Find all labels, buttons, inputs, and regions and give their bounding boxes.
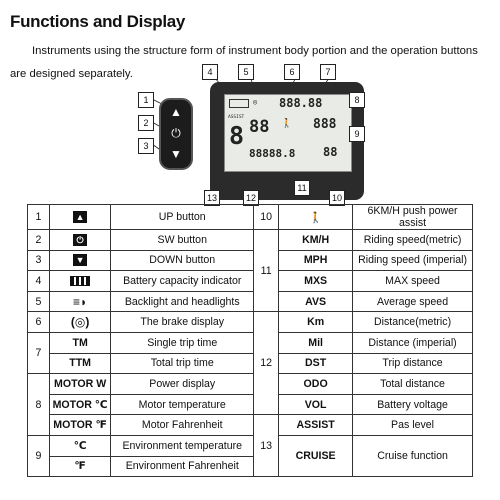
table-row [28,291,473,312]
display-diagram [0,60,500,206]
description: Total distance [353,374,473,395]
row-number: 5 [28,291,50,312]
callout-8: 8 [349,92,365,108]
callout-11: 11 [294,180,310,196]
table-row [28,312,473,333]
power-button[interactable]: ⏻ [171,126,181,140]
table-row [28,230,473,251]
row-number: 4 [28,271,50,292]
power-icon: ⏻ [49,230,110,251]
row-number: 2 [28,230,50,251]
row-number: 8 [28,374,50,436]
symbol: ℃ [49,435,110,456]
description: Pas level [353,415,473,436]
table-row [28,353,473,374]
brake-icon: (◎) [49,312,110,333]
callout-6: 6 [284,64,300,80]
lcd-assist-label: ASSIST [228,115,245,120]
symbol: Km [279,312,353,333]
symbol: ODO [279,374,353,395]
row-number: 13 [254,415,279,477]
table-row [28,271,473,292]
description: SW button [111,230,254,251]
symbol: MOTOR ℃ [49,394,110,415]
description: DOWN button [111,250,254,271]
function-table [27,204,473,477]
description: The brake display [111,312,254,333]
row-number: 11 [254,230,279,312]
description: Distance(metric) [353,312,473,333]
symbol: Mil [279,332,353,353]
page-title: Functions and Display [10,12,186,31]
row-number: 9 [28,435,50,476]
callout-9: 9 [349,126,365,142]
description: Battery capacity indicator [111,271,254,292]
brake-icon: ◎ [253,98,258,106]
description: Battery voltage [353,394,473,415]
callout-10: 10 [329,190,345,206]
row-number: 7 [28,332,50,373]
description: Total trip time [111,353,254,374]
symbol: MOTOR ℉ [49,415,110,436]
description: Motor Fahrenheit [111,415,254,436]
headlight-icon: ≡◗ [49,291,110,312]
lcd-big-digit: 8 [229,121,245,150]
button-keypad [159,98,193,170]
up-triangle-icon: ▲ [49,205,110,230]
table-row [28,374,473,395]
walking-person-icon: 🚶 [281,119,293,129]
symbol: TTM [49,353,110,374]
symbol: ℉ [49,456,110,477]
row-number: 6 [28,312,50,333]
lcd-bottom-digits: 88888.8 [249,147,296,160]
symbol: TM [49,332,110,353]
symbol: ASSIST [279,415,353,436]
description: 6KM/H push power assist [353,205,473,230]
lcd-screen [224,94,352,172]
callout-7: 7 [320,64,336,80]
description: Distance (imperial) [353,332,473,353]
symbol: AVS [279,291,353,312]
row-number: 1 [28,205,50,230]
description: Power display [111,374,254,395]
symbol: MPH [279,250,353,271]
description: Single trip time [111,332,254,353]
callout-12: 12 [243,190,259,206]
lcd-right-digits: 888 [313,117,337,132]
down-triangle-icon: ▼ [49,250,110,271]
meter-body [210,82,364,200]
description: Average speed [353,291,473,312]
description: MAX speed [353,271,473,292]
up-button[interactable]: ▲ [170,105,182,119]
description: Cruise function [353,435,473,476]
battery-icon [49,271,110,292]
callout-5: 5 [238,64,254,80]
table-row [28,332,473,353]
row-number: 10 [254,205,279,230]
symbol: KM/H [279,230,353,251]
down-button[interactable]: ▼ [170,147,182,161]
description: Riding speed(metric) [353,230,473,251]
symbol: CRUISE [279,435,353,476]
callout-13: 13 [204,190,220,206]
description: Trip distance [353,353,473,374]
intro-paragraph: Instruments using the structure form of instrument body portion and the operation buttons are designed separately. [10,45,478,80]
description: Backlight and headlights [111,291,254,312]
description: Motor temperature [111,394,254,415]
description: Riding speed (imperial) [353,250,473,271]
description: Environment temperature [111,435,254,456]
lcd-bottom-right-digits: 88 [323,145,338,159]
callout-3: 3 [138,138,154,154]
callout-1: 1 [138,92,154,108]
callout-4: 4 [202,64,218,80]
lcd-top-digits: 888.88 [279,96,323,110]
description: UP button [111,205,254,230]
description: Environment Fahrenheit [111,456,254,477]
table-row [28,415,473,436]
symbol: VOL [279,394,353,415]
row-number: 3 [28,250,50,271]
symbol: MOTOR W [49,374,110,395]
battery-icon [229,99,249,108]
table-row [28,435,473,456]
callout-2: 2 [138,115,154,131]
lcd-mid-digits: 88 [249,117,270,137]
table-row [28,205,473,230]
walking-person-icon: 🚶 [279,205,353,230]
row-number: 12 [254,312,279,415]
table-row [28,250,473,271]
symbol: MXS [279,271,353,292]
symbol: DST [279,353,353,374]
table-row [28,394,473,415]
